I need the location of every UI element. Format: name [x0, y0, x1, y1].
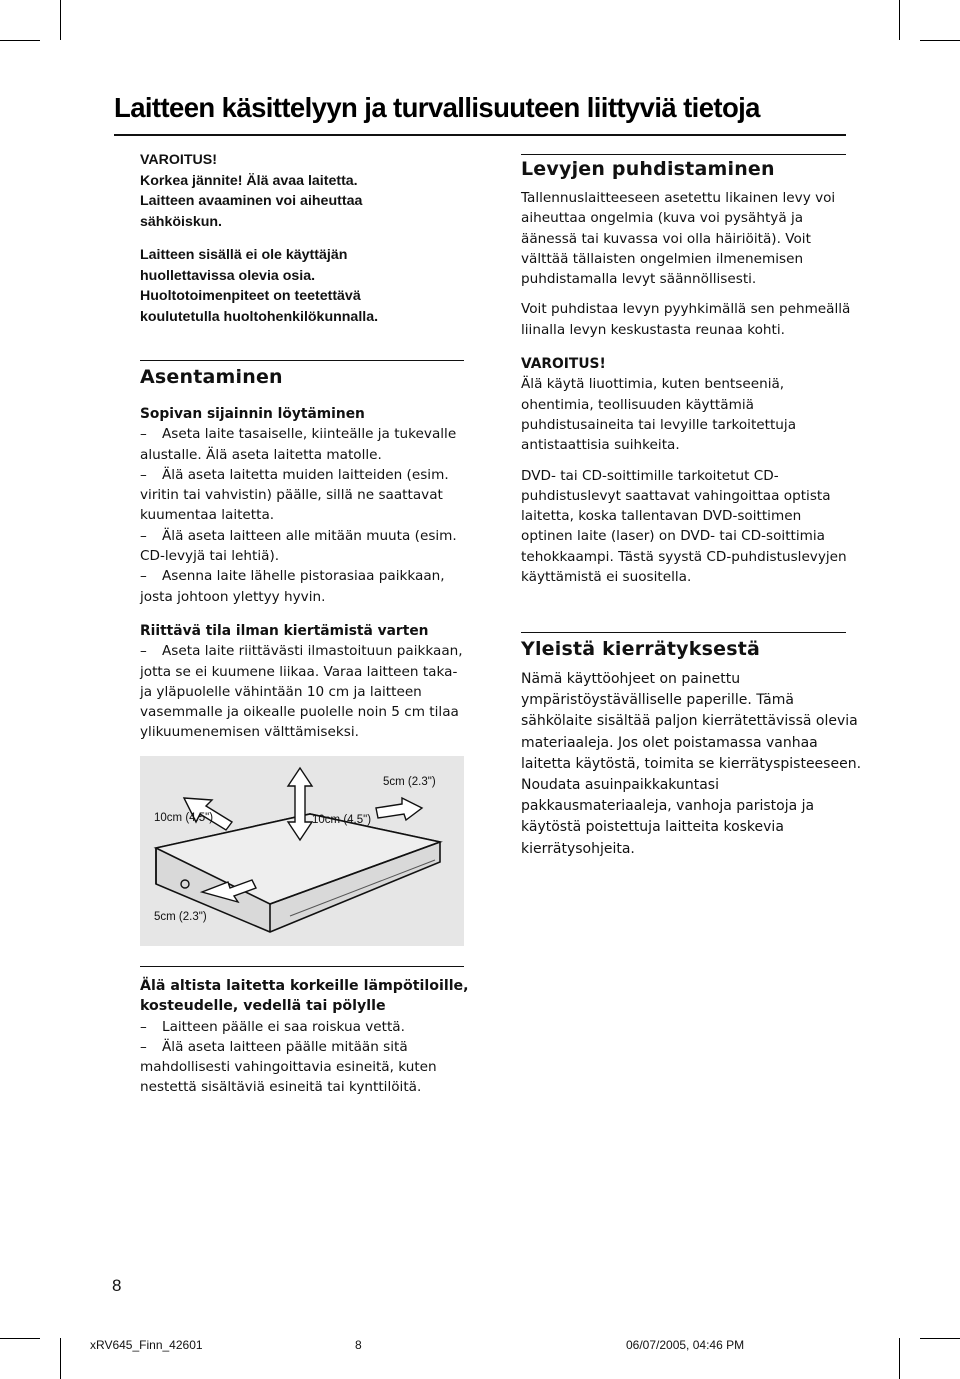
cleaning-body: Tallennuslaitteeseen asetettu likainen levy voi aiheuttaa ongelmia (kuva voi pysähtyä ja äänessä tai kuvassa voi olla häiriöitä). Voit välttää tällaisten ongelmien ilmenemisen puhdistamalla levyt säännöllisesti. Voit puhdistaa levyn pyyhkimällä sen pehmeällä liinalla levyn keskustasta reunaa kohti. VAROITUS! Älä käytä liuottimia, kuten bentseeniä, ohentimia, teollisuuden käyttämiä puhdistusaineita tai levyille tarkoitettuja antistaattisia suihkeita. DVD- tai CD-soittimille tarkoitetut CD- puhdistuslevyt saattavat vahingoittaa optista laitetta, koska tallentavan DVD-soittimen optinen laite (laser) on DVD- tai CD-soittimia tehokkaampi. Tästä syystä CD-puhdistuslevyjen käyttämistä ei suositella.	[521, 188, 856, 587]
cleaning-title: Levyjen puhdistaminen	[521, 158, 775, 180]
footer-file: xRV645_Finn_42601	[90, 1338, 203, 1352]
recycling-body: Nämä käyttöohjeet on painettu ympäristöystävälliselle paperille. Tämä sähkölaite sisältää paljon kierrätettävissä olevia materiaaleja. Jos olet poistamassa vanhaa laitetta käytöstä, toimita se kierrätyspisteeseen. Noudata asuinpaikkakuntasi pakkausmateriaaleja, vanhoja paristoja ja käytöstä poistettuja laitteita koskevia kierrätysohjeita.	[521, 671, 862, 857]
warning-line: sähköiskun.	[140, 213, 223, 230]
exposure-block	[140, 976, 480, 1098]
install-body	[140, 404, 470, 743]
ventilation-subheading: Riittävä tila ilman kiertämistä varten	[140, 622, 429, 639]
list-item: – Älä aseta laitteen päälle mitään sitä mahdollisesti vahingoittavia esineitä, kuten nestettä sisältäviä esineitä tai kynttilöitä.	[140, 1038, 437, 1096]
clearance-label: 10cm (4.5")	[154, 812, 214, 824]
warning-line: koulutetulla huoltohenkilökunnalla.	[140, 308, 379, 325]
recycling-title: Yleistä kierrätyksestä	[521, 638, 761, 660]
section-rule	[521, 154, 846, 155]
cleaning-warning-heading: VAROITUS!	[521, 356, 606, 373]
list-item: – Älä aseta laitteen alle mitään muuta (esim. CD-levyjä tai lehtiä).	[140, 527, 457, 565]
title-rule	[114, 134, 846, 136]
warning-line: Korkea jännite! Älä avaa laitetta.	[140, 172, 358, 189]
warning-line: Laitteen avaaminen voi aiheuttaa	[140, 193, 363, 209]
warning-line: Laitteen sisällä ei ole käyttäjän	[140, 247, 348, 263]
crop-mark	[60, 1338, 61, 1379]
warning-line: huollettavissa olevia osia.	[140, 267, 316, 284]
crop-mark	[899, 0, 900, 40]
list-item: – Älä aseta laitetta muiden laitteiden (esim. viritin tai vahvistin) päälle, sillä ne saattavat kuumentaa laitetta.	[140, 466, 449, 524]
install-title: Asentaminen	[140, 366, 283, 388]
exposure-heading: Älä altista laitetta korkeille lämpötiloille,	[140, 978, 469, 994]
list-item: – Aseta laite tasaiselle, kiinteälle ja tukevalle alustalle. Älä aseta laitetta matolle.	[140, 426, 457, 463]
warning-block	[140, 150, 470, 327]
crop-mark	[920, 40, 960, 41]
crop-mark	[0, 40, 40, 41]
section-rule	[140, 966, 464, 967]
page-title: Laitteen käsittelyyn ja turvallisuuteen liittyviä tietoja	[114, 92, 760, 123]
list-item: – Laitteen päälle ei saa roiskua vettä.	[140, 1018, 405, 1035]
exposure-heading: kosteudelle, vedellä tai pölylle	[140, 998, 386, 1015]
warning-heading: VAROITUS!	[140, 152, 217, 168]
section-rule	[140, 360, 464, 361]
crop-mark	[899, 1338, 900, 1379]
install-subheading: Sopivan sijainnin löytäminen	[140, 406, 365, 422]
footer-page: 8	[355, 1338, 362, 1352]
clearance-label: 10cm (4.5")	[312, 814, 372, 826]
clearance-label: 5cm (2.3")	[383, 776, 436, 788]
crop-mark	[60, 0, 61, 40]
footer-datetime: 06/07/2005, 04:46 PM	[626, 1338, 745, 1352]
list-item: – Aseta laite riittävästi ilmastoituun paikkaan, jotta se ei kuumene liikaa. Varaa laitteen taka- ja yläpuolelle vähintään 10 cm ja laitteen vasemmalle ja oikealle puolelle noin 5 cm tilaa ylikuumenemisen välttämiseksi.	[140, 643, 463, 741]
left-column	[140, 150, 470, 327]
ventilation-figure	[140, 756, 464, 946]
page-number: 8	[112, 1276, 122, 1295]
warning-line: Huoltotoimenpiteet on teetettävä	[140, 288, 361, 304]
list-item: – Asenna laite lähelle pistorasiaa paikkaan, josta johtoon ylettyy hyvin.	[140, 568, 445, 605]
crop-mark	[0, 1338, 40, 1339]
crop-mark	[920, 1338, 960, 1339]
section-rule	[521, 632, 846, 633]
clearance-label: 5cm (2.3")	[154, 911, 207, 923]
